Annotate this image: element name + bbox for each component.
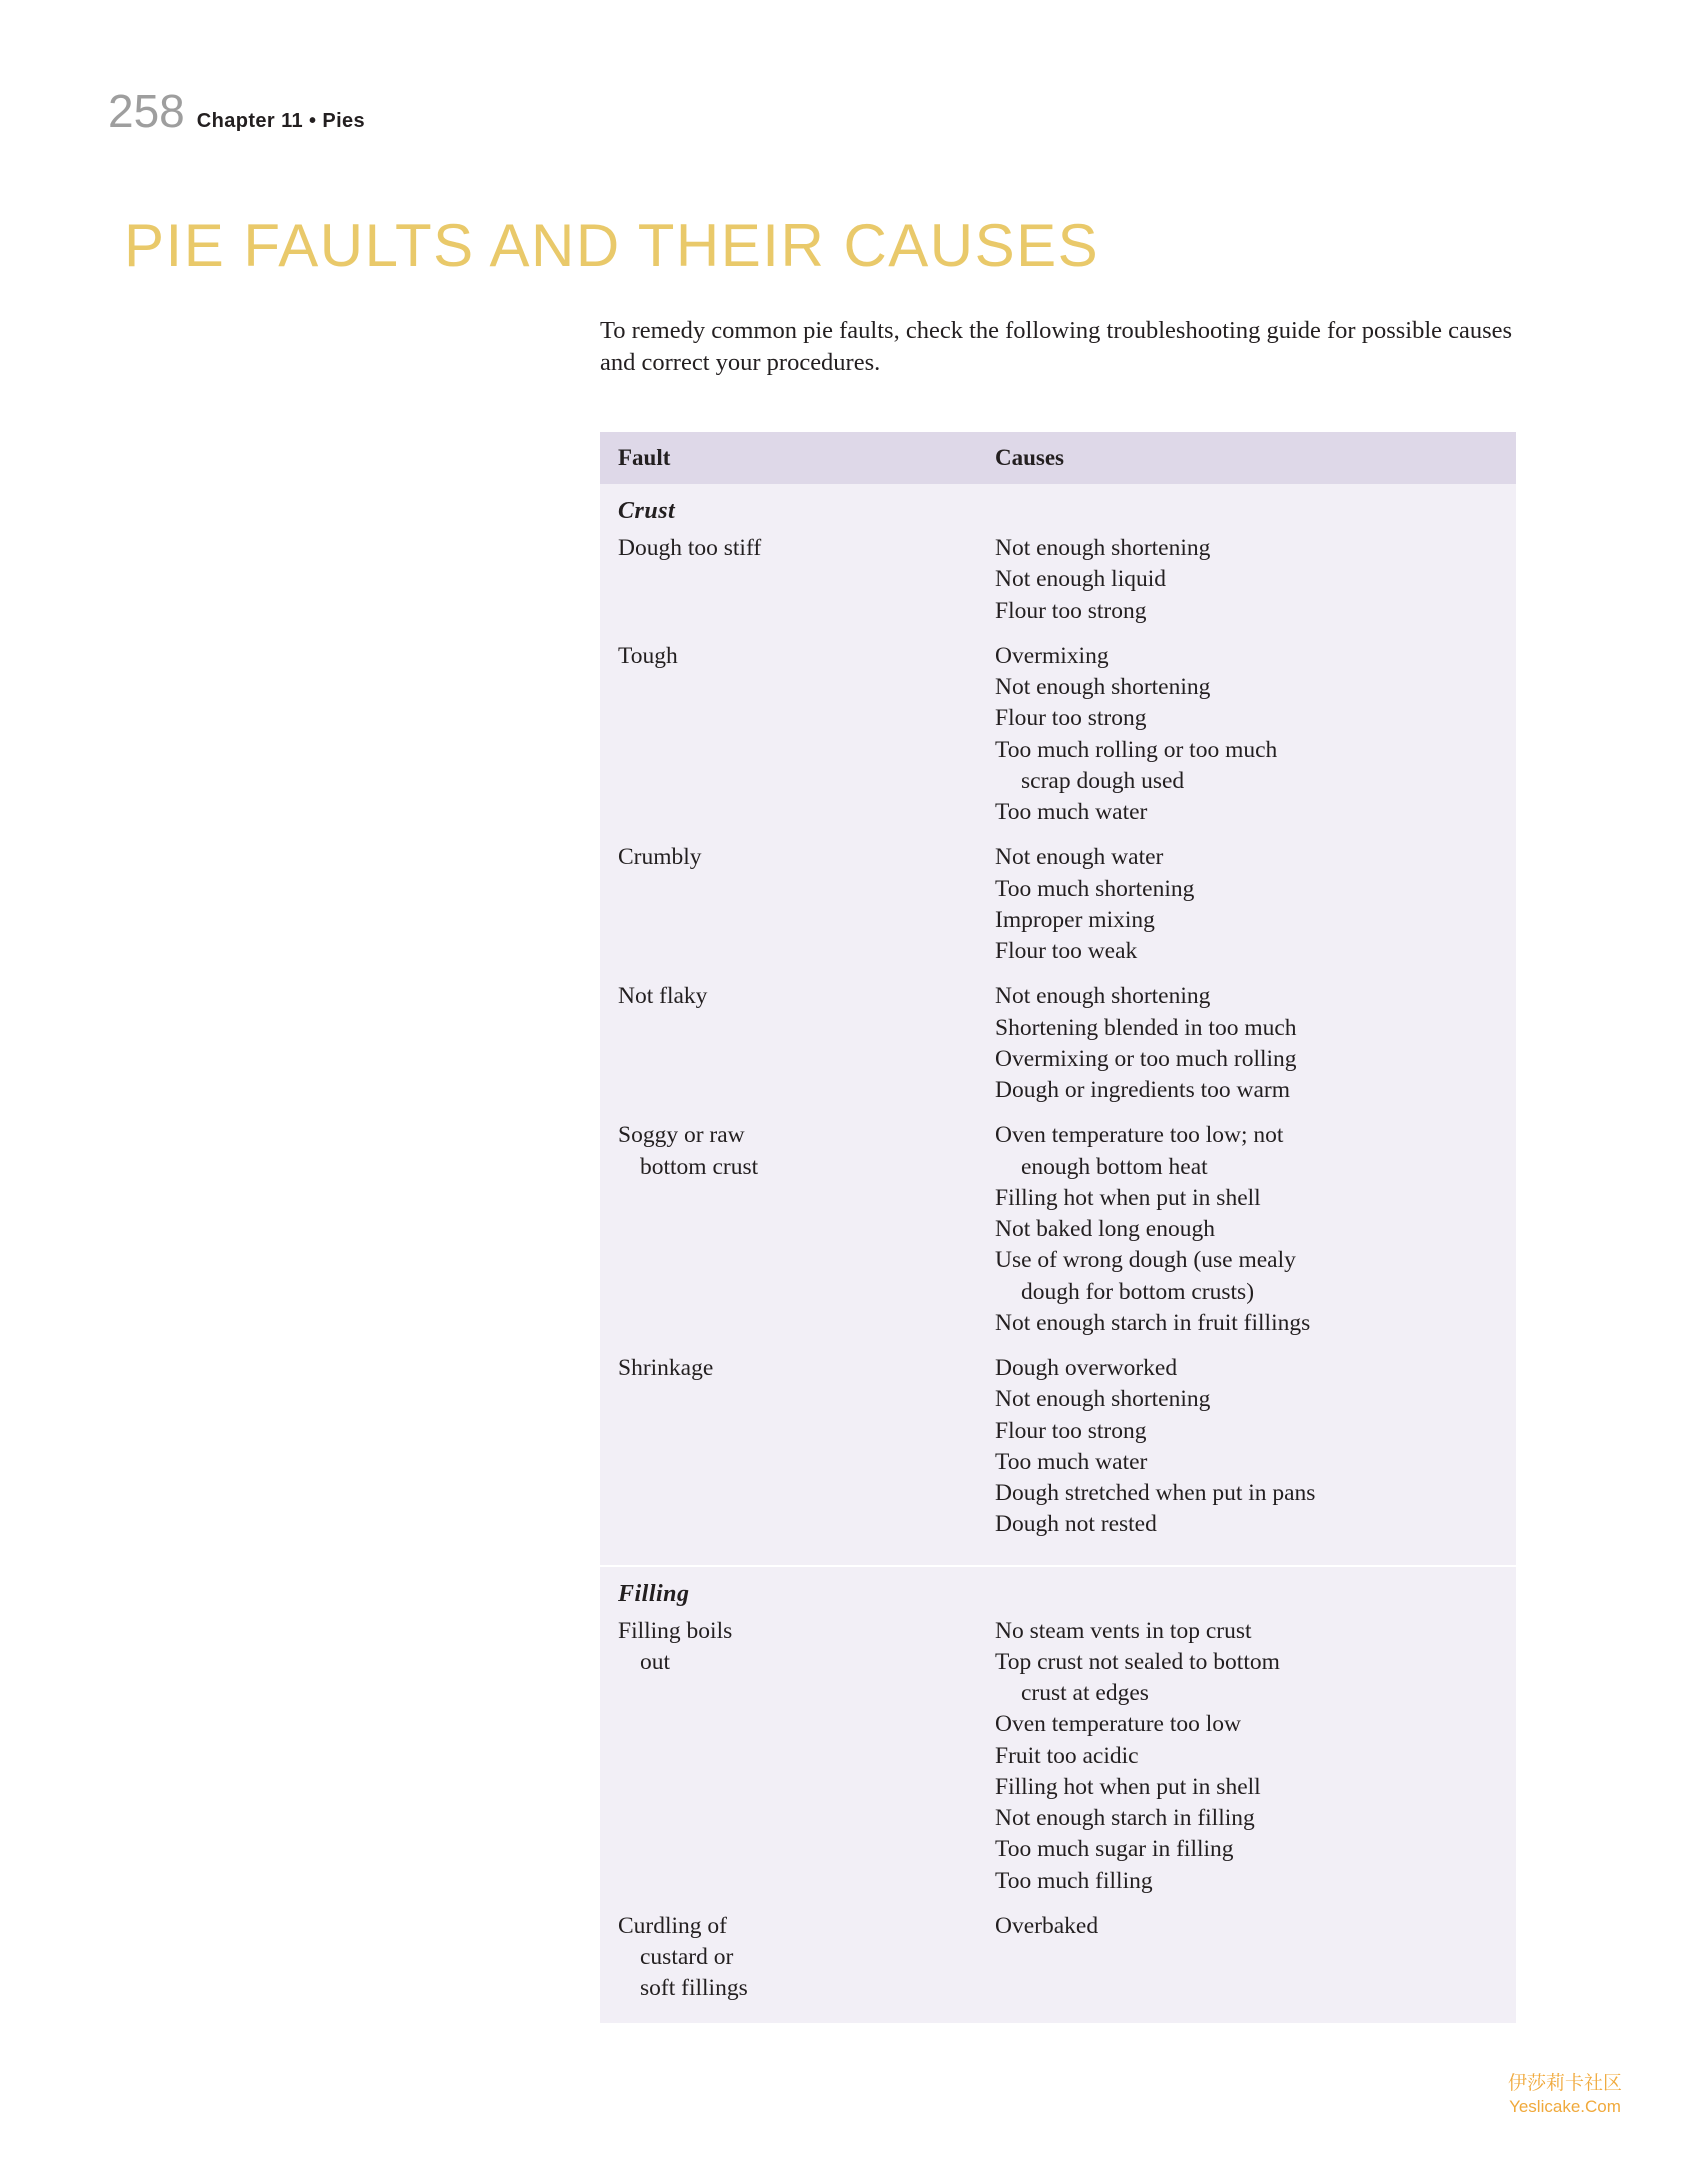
- cell-fault: [600, 981, 995, 1012]
- cell-fault: [600, 1911, 995, 2005]
- cause-text: Too much water: [995, 799, 1148, 825]
- cause-text: Dough not rested: [995, 1511, 1157, 1538]
- cause-item: [995, 1075, 1516, 1106]
- running-head: [108, 85, 366, 137]
- cause-item: [995, 1478, 1516, 1509]
- running-head-text: Chapter 11 • Pies: [196, 110, 366, 132]
- cause-item: [995, 1647, 1516, 1710]
- cause-item: [995, 874, 1516, 905]
- cause-text: Too much water: [995, 1448, 1148, 1475]
- section-title: Crust: [618, 498, 676, 524]
- cell-fault: [600, 1616, 995, 1679]
- cause-text-continuation: dough for bottom crusts): [1021, 1278, 1255, 1305]
- cause-text: Filling hot when put in shell: [995, 1184, 1261, 1211]
- cause-item: [995, 1214, 1516, 1245]
- pie-faults-table: [600, 432, 1516, 2023]
- fault-label: Shrinkage: [618, 1355, 714, 1381]
- cause-item: [995, 533, 1516, 564]
- cause-text: Too much shortening: [995, 875, 1195, 902]
- cause-item: [995, 1866, 1516, 1897]
- table-row: [600, 979, 1516, 1118]
- cell-fault: [600, 533, 995, 564]
- table-row: [600, 1118, 1516, 1351]
- cause-text: Not enough shortening: [995, 674, 1211, 700]
- cause-text: Dough or ingredients too warm: [995, 1077, 1291, 1103]
- page-number: 258: [108, 85, 185, 137]
- table-body: [600, 484, 1516, 2023]
- cause-text-continuation: crust at edges: [1021, 1680, 1149, 1706]
- cause-item: [995, 1509, 1516, 1540]
- watermark-line-1: 伊莎莉卡社区: [1507, 2072, 1622, 2094]
- cause-item: [995, 735, 1516, 798]
- fault-label: Dough too stiff: [618, 535, 762, 561]
- cause-text: Oven temperature too low: [995, 1711, 1242, 1738]
- cause-text: No steam vents in top crust: [995, 1617, 1252, 1644]
- table-header-row: [600, 432, 1516, 484]
- cause-text: Not enough starch in filling: [995, 1805, 1255, 1831]
- fault-label: Curdling of: [618, 1912, 728, 1939]
- cause-item: [995, 1616, 1516, 1647]
- intro-paragraph: To remedy common pie faults, check the following troubleshooting guide for possible causes and correct your procedures.: [600, 316, 1513, 377]
- cause-item: [995, 1384, 1516, 1415]
- cause-text: Filling hot when put in shell: [995, 1773, 1261, 1800]
- cell-causes: [995, 1911, 1516, 1942]
- cause-item: [995, 1353, 1516, 1384]
- cause-text: Too much rolling or too much: [995, 736, 1278, 763]
- cause-item: [995, 672, 1516, 703]
- cause-text-continuation: enough bottom heat: [1021, 1153, 1208, 1180]
- cell-fault: [600, 1353, 995, 1384]
- cell-causes: [995, 981, 1516, 1106]
- cell-causes: [995, 1120, 1516, 1339]
- cause-text: Dough stretched when put in pans: [995, 1480, 1316, 1506]
- cell-fault: [600, 641, 995, 672]
- cell-causes: [995, 1353, 1516, 1541]
- table-row: [600, 840, 1516, 979]
- cause-item: [995, 1183, 1516, 1214]
- cause-item: [995, 1120, 1516, 1183]
- table-row: [600, 1351, 1516, 1553]
- table-row: [600, 1614, 1516, 1909]
- cause-text: Oven temperature too low; not: [995, 1122, 1284, 1149]
- cause-text: Too much sugar in filling: [995, 1836, 1234, 1863]
- cause-item: [995, 1772, 1516, 1803]
- cause-item: [995, 1245, 1516, 1308]
- fault-label-continuation: custard or: [640, 1944, 734, 1970]
- fault-label-continuation: bottom crust: [640, 1153, 759, 1180]
- cause-item: [995, 1834, 1516, 1865]
- table-row: [600, 1909, 1516, 2017]
- cause-item: [995, 842, 1516, 873]
- fault-label: Filling boils: [618, 1617, 733, 1644]
- fault-label: Not flaky: [618, 983, 708, 1010]
- cause-text-continuation: scrap dough used: [1021, 767, 1185, 794]
- cause-item: [995, 981, 1516, 1012]
- cause-item: [995, 641, 1516, 672]
- cause-item: [995, 905, 1516, 936]
- cause-item: [995, 1911, 1516, 1942]
- cell-causes: [995, 1616, 1516, 1897]
- cause-item: [995, 1416, 1516, 1447]
- fault-label: Tough: [618, 642, 678, 669]
- fault-label-continuation: out: [640, 1648, 671, 1675]
- cause-text: Shortening blended in too much: [995, 1014, 1297, 1041]
- cause-item: [995, 1803, 1516, 1834]
- fault-label: Crumbly: [618, 844, 702, 871]
- cause-text: Overmixing: [995, 642, 1109, 669]
- cell-causes: [995, 641, 1516, 829]
- cause-item: [995, 1013, 1516, 1044]
- cause-text: Dough overworked: [995, 1355, 1178, 1381]
- fault-label-continuation: soft fillings: [640, 1975, 748, 2002]
- cause-item: [995, 703, 1516, 734]
- cause-item: [995, 1741, 1516, 1772]
- cause-item: [995, 936, 1516, 967]
- cause-text: Overbaked: [995, 1912, 1099, 1939]
- cause-text: Top crust not sealed to bottom: [995, 1648, 1280, 1675]
- cause-text: Not enough starch in fruit fillings: [995, 1309, 1311, 1336]
- cell-causes: [995, 842, 1516, 967]
- column-header-fault: Fault: [618, 445, 671, 470]
- page-title: PIE FAULTS AND THEIR CAUSES: [124, 212, 1100, 280]
- watermark: [1508, 2072, 1622, 2117]
- cause-item: [995, 1044, 1516, 1075]
- cause-item: [995, 1308, 1516, 1339]
- cell-causes: [995, 533, 1516, 627]
- cause-text: Not enough shortening: [995, 535, 1211, 561]
- cause-text: Too much filling: [995, 1867, 1153, 1894]
- cause-item: [995, 797, 1516, 828]
- cause-text: Use of wrong dough (use mealy: [995, 1247, 1296, 1274]
- cause-text: Flour too strong: [995, 705, 1147, 732]
- cause-text: Flour too strong: [995, 1417, 1147, 1444]
- column-header-causes: Causes: [995, 445, 1065, 470]
- table-row: [600, 639, 1516, 841]
- fault-label: Soggy or raw: [618, 1122, 745, 1149]
- cause-text: Improper mixing: [995, 906, 1155, 933]
- cause-text: Not baked long enough: [995, 1216, 1215, 1242]
- cause-text: Flour too strong: [995, 597, 1147, 624]
- cause-item: [995, 1709, 1516, 1740]
- section-title: Filling: [618, 1580, 690, 1607]
- cause-item: [995, 564, 1516, 595]
- cause-text: Flour too weak: [995, 938, 1138, 964]
- cause-item: [995, 1447, 1516, 1478]
- cause-text: Overmixing or too much rolling: [995, 1045, 1297, 1072]
- cause-item: [995, 596, 1516, 627]
- watermark-line-2: Yeslicake.Com: [1509, 2096, 1621, 2116]
- cause-text: Not enough shortening: [995, 1386, 1211, 1413]
- table-row: [600, 531, 1516, 639]
- cell-fault: [600, 1120, 995, 1183]
- cause-text: Not enough water: [995, 844, 1164, 871]
- cause-text: Not enough shortening: [995, 983, 1211, 1010]
- cause-text: Not enough liquid: [995, 566, 1167, 593]
- cause-text: Fruit too acidic: [995, 1742, 1139, 1769]
- cell-fault: [600, 842, 995, 873]
